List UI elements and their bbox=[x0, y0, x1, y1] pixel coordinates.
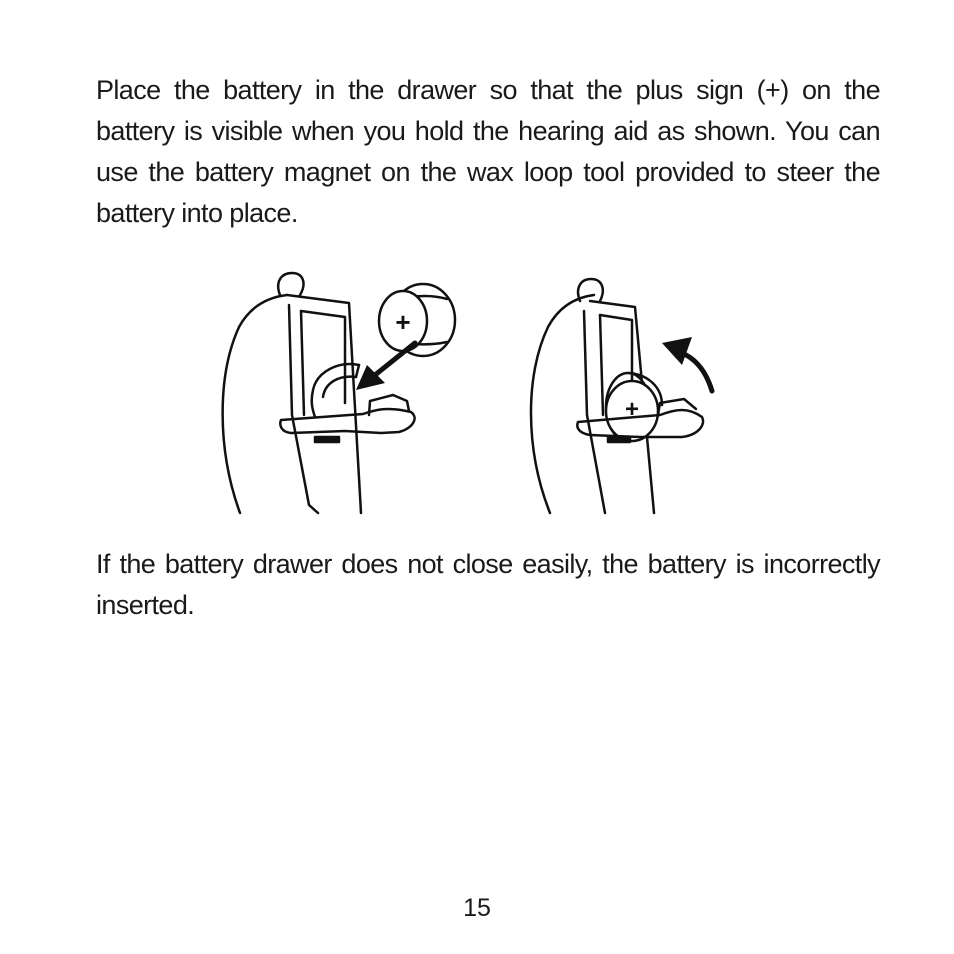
instruction-paragraph-insert: Place the battery in the drawer so that the plus sign (+) on the battery is visible when you hold the hearing aid as shown. You can use the battery magnet on the wax loop tool provided to steer the battery into place. bbox=[96, 75, 880, 228]
drawer-close-illustration bbox=[520, 265, 740, 515]
instruction-paragraph-drawer: If the battery drawer does not close easily, the battery is incorrectly inserted. bbox=[96, 549, 880, 620]
battery-drawer-closing bbox=[577, 373, 703, 442]
battery-drawer-open bbox=[280, 364, 414, 442]
battery bbox=[379, 284, 455, 356]
battery-insert-illustration bbox=[215, 265, 465, 515]
hearing-aid-body bbox=[223, 273, 361, 513]
battery-plus-sign: + bbox=[624, 396, 640, 423]
battery-plus-sign: + bbox=[395, 307, 411, 337]
page-number: 15 bbox=[463, 894, 491, 922]
arrow-down-left-icon bbox=[356, 343, 415, 390]
curved-arrow-icon bbox=[662, 337, 712, 391]
